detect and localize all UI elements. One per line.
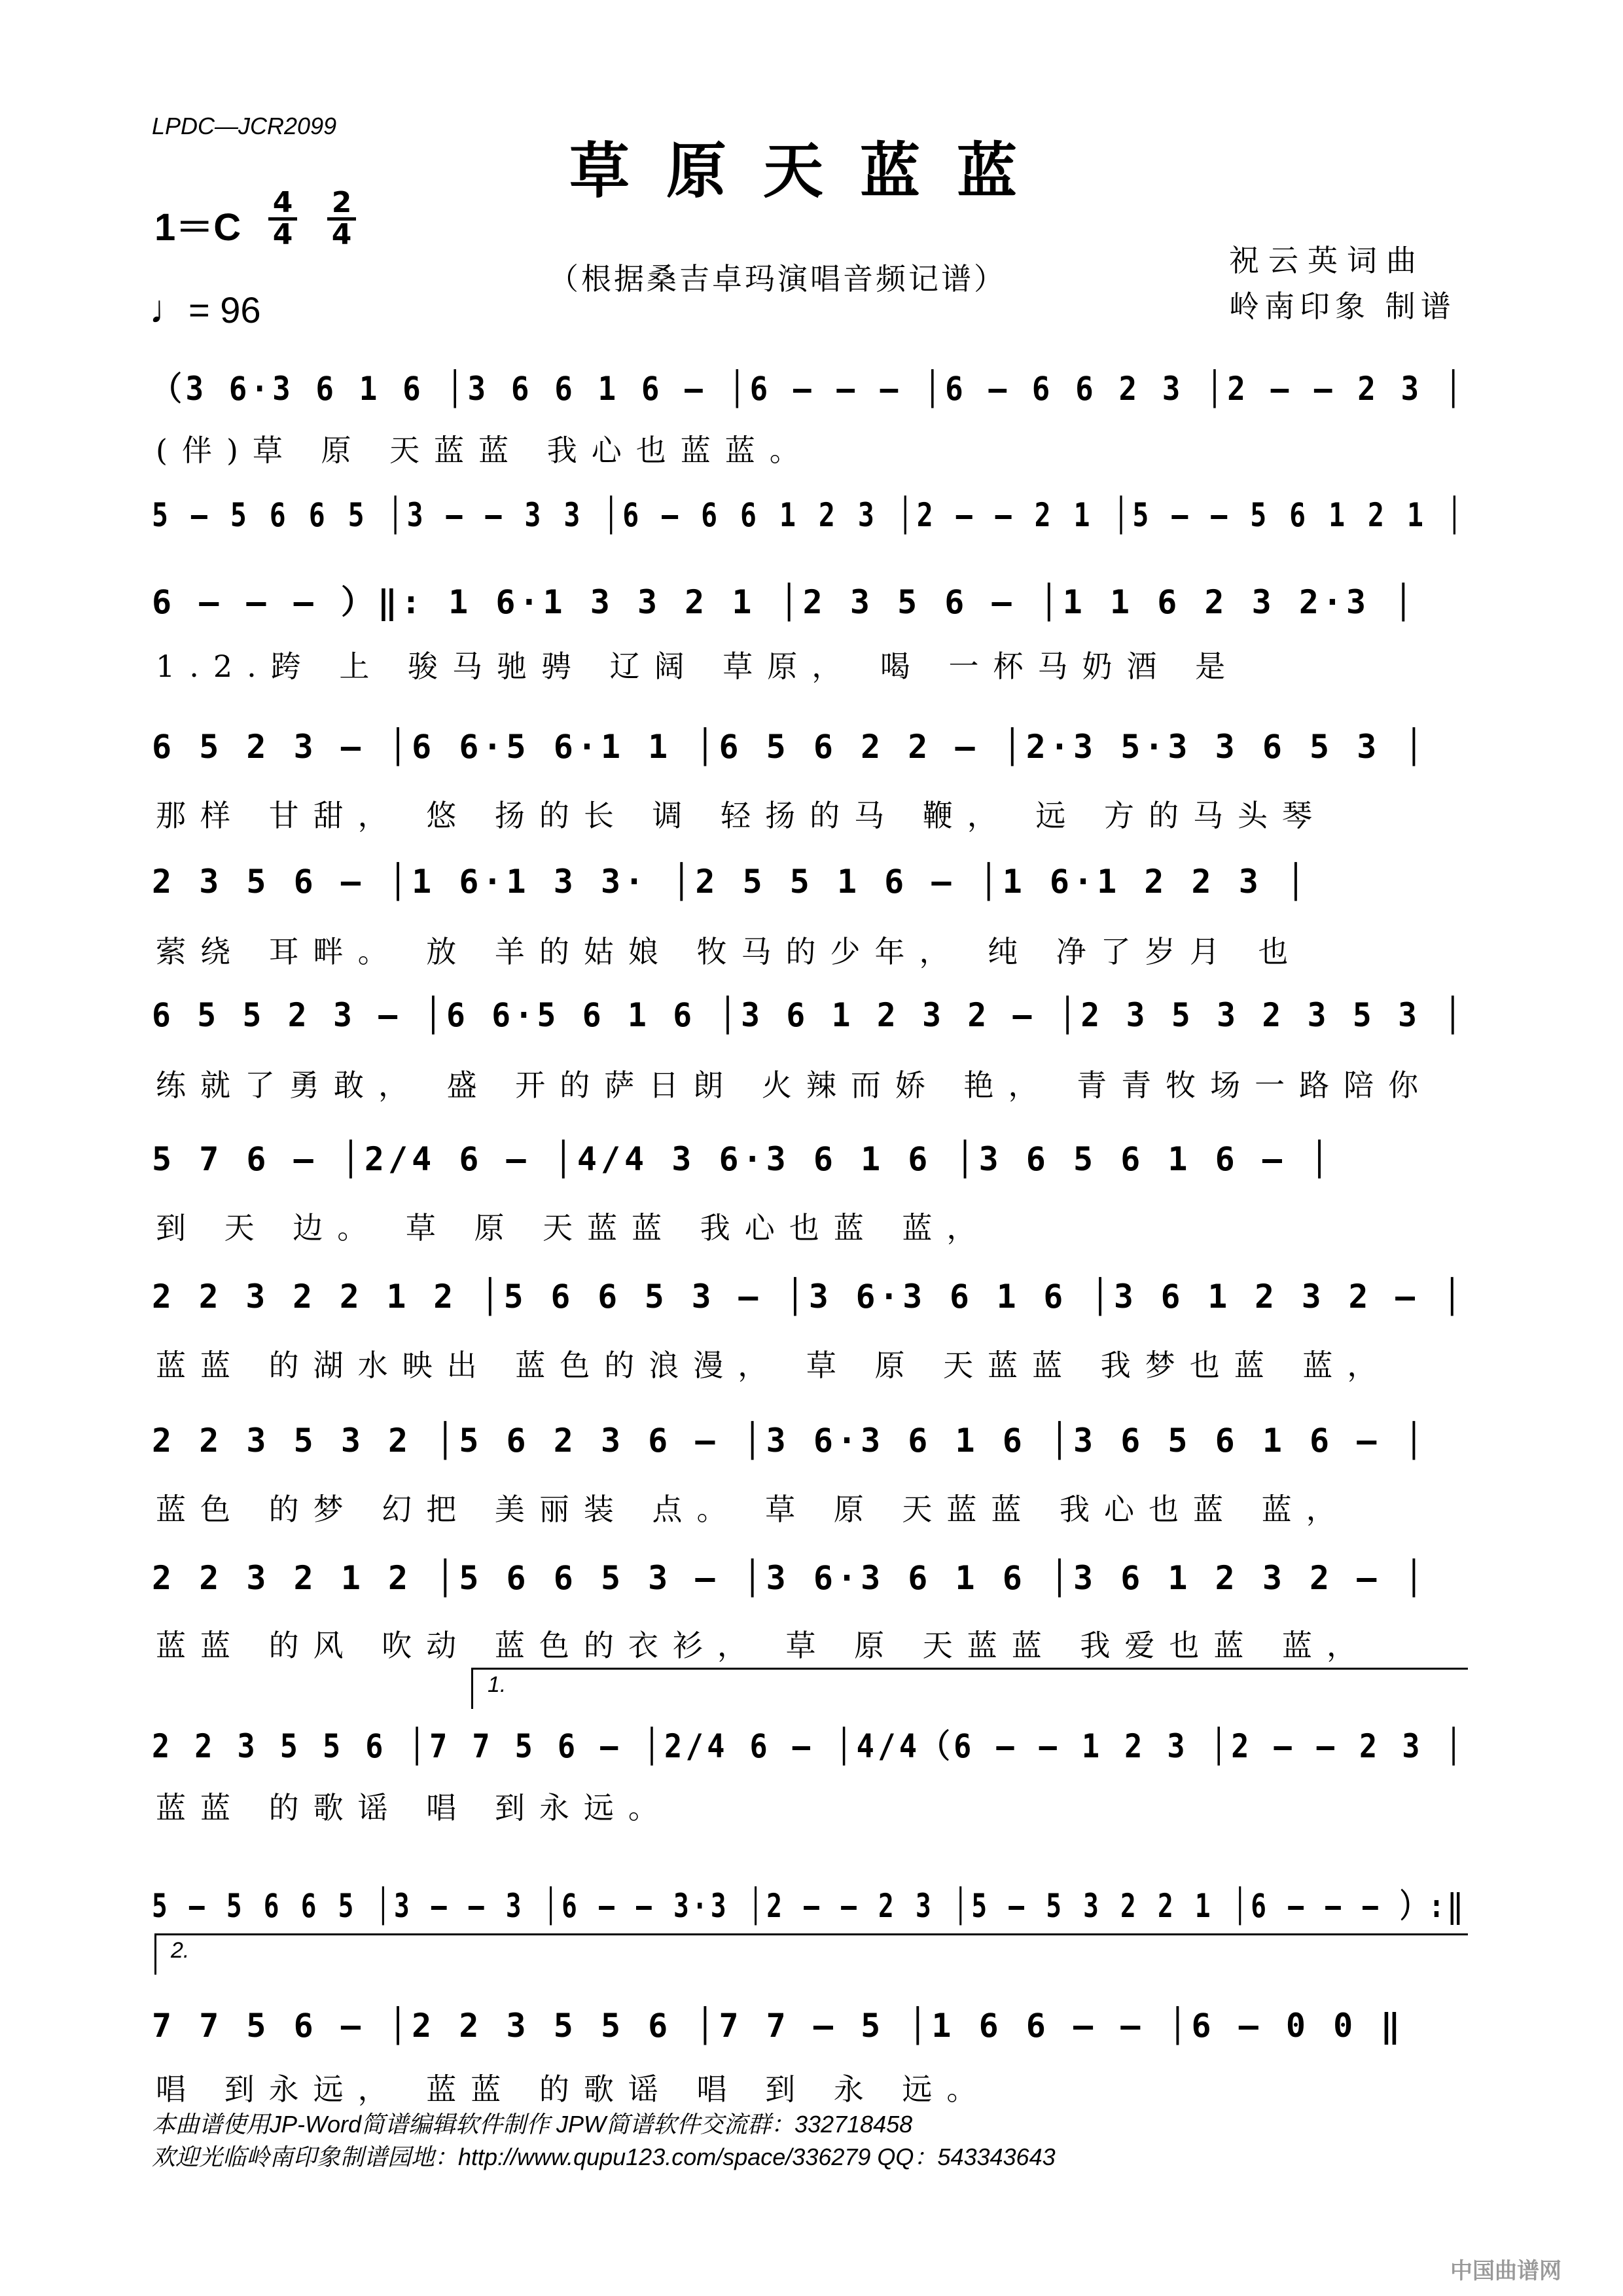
music-line: 5 – 5 6 6 5 │3 – – 3 3 │6 – 6 6 1 2 3 │2 – – 2 1 │5 – – 5 6 1 2 1 │ (152, 496, 1466, 534)
credit-score: 岭南印象 制谱 (1229, 289, 1456, 324)
music-line: 2 2 3 5 3 2 │5 6 2 3 6 – │3 6·3 6 1 6 │3 6 5 6 1 6 – │ (152, 1422, 1428, 1460)
second-ending-bracket (154, 1933, 1468, 1975)
subtitle: （根据桑吉卓玛演唱音频记谱） (548, 261, 1007, 296)
music-line: 2 2 3 2 2 1 2 │5 6 6 5 3 – │3 6·3 6 1 6 │3 6 1 2 3 2 – │ (152, 1278, 1466, 1316)
time-signature-bottom: 4 (272, 218, 293, 251)
first-ending-label: 1. (488, 1672, 507, 1697)
lyrics-line: 那样 甘甜， 悠 扬的长 调 轻扬的马 鞭， 远 方的马头琴 (156, 798, 1327, 833)
music-line: 5 7 6 – │2/4 6 – │4/4 3 6·3 6 1 6 │3 6 5 6 1 6 – │ (152, 1140, 1334, 1178)
song-title: 草原天蓝蓝 (569, 135, 1054, 206)
music-line: 6 5 2 3 – │6 6·5 6·1 1 │6 5 6 2 2 – │2·3 5·3 3 6 5 3 │ (152, 728, 1428, 766)
first-ending-bracket (471, 1668, 1468, 1709)
lyrics-line: (伴)草 原 天蓝蓝 我心也蓝蓝。 (156, 433, 814, 468)
key-signature: 1＝C (154, 206, 241, 249)
credit-lyrics-music: 祝云英词曲 (1229, 243, 1425, 278)
footer-website-note: 欢迎光临岭南印象制谱园地：http://www.qupu123.com/space/336279 QQ：543343643 (152, 2144, 1056, 2170)
tempo-value: = 96 (188, 289, 261, 331)
lyrics-line: 练就了勇敢， 盛 开的萨日朗 火辣而娇 艳， 青青牧场一路陪你 (156, 1067, 1433, 1103)
music-line: 2 3 5 6 – │1 6·1 3 3· │2 5 5 1 6 – │1 6·1 2 2 3 │ (152, 863, 1310, 901)
music-line: 7 7 5 6 – │2 2 3 5 5 6 │7 7 – 5 │1 6 6 – – │6 – 0 0 ‖ (152, 2007, 1404, 2045)
lyrics-line: 唱 到永远， 蓝蓝 的歌谣 唱 到 永 远。 (156, 2072, 991, 2107)
music-line: 5 – 5 6 6 5 │3 – – 3 │6 – – 3·3 │2 – – 2 3 │5 – 5 3 2 2 1 │6 – – – ）:‖ (152, 1887, 1467, 1925)
lyrics-line: 蓝蓝 的风 吹动 蓝色的衣衫， 草 原 天蓝蓝 我爱也蓝 蓝， (156, 1628, 1371, 1663)
music-line: 6 5 5 2 3 – │6 6·5 6 1 6 │3 6 1 2 3 2 – │2 3 5 3 2 3 5 3 │ (152, 996, 1466, 1034)
time-signature-2-4 (327, 188, 356, 249)
music-line: 2 2 3 5 5 6 │7 7 5 6 – │2/4 6 – │4/4（6 – – 1 2 3 │2 – – 2 3 │ (152, 1727, 1467, 1765)
music-line: 2 2 3 2 1 2 │5 6 6 5 3 – │3 6·3 6 1 6 │3 6 1 2 3 2 – │ (152, 1559, 1428, 1597)
lyrics-line: 1.2.跨 上 骏马驰骋 辽阔 草原， 喝 一杯马奶酒 是 (156, 649, 1240, 684)
lyrics-line: 蓝蓝 的湖水映出 蓝色的浪漫， 草 原 天蓝蓝 我梦也蓝 蓝， (156, 1348, 1392, 1383)
time-signature-bottom: 4 (331, 218, 352, 251)
time-signature-top: 2 (327, 188, 356, 221)
music-line: 6 – – – ）‖: 1 6·1 3 3 2 1 │2 3 5 6 – │1 1 6 2 3 2·3 │ (152, 583, 1418, 621)
time-signature-top: 4 (268, 188, 297, 221)
time-signature-4-4 (268, 188, 297, 249)
footer-software-note: 本曲谱使用JP-Word简谱编辑软件制作 JPW简谱软件交流群：332718458 (152, 2111, 913, 2138)
quarter-note-icon: ♩ (149, 287, 188, 331)
music-line: （3 6·3 6 1 6 │3 6 6 1 6 – │6 – – – │6 – 6 6 2 3 │2 – – 2 3 │ (152, 370, 1467, 408)
second-ending-label: 2. (171, 1938, 190, 1963)
site-watermark-logo: 中国曲谱网 (1450, 2258, 1561, 2284)
lyrics-line: 蓝蓝 的歌谣 唱 到永远。 (156, 1790, 673, 1825)
score-code: LPDC—JCR2099 (152, 113, 337, 139)
lyrics-line: 到 天 边。 草 原 天蓝蓝 我心也蓝 蓝， (156, 1210, 991, 1246)
lyrics-line: 蓝色 的梦 幻把 美丽装 点。 草 原 天蓝蓝 我心也蓝 蓝， (156, 1492, 1351, 1527)
tempo-marking (149, 287, 261, 332)
lyrics-line: 萦绕 耳畔。 放 羊的姑娘 牧马的少年， 纯 净了岁月 也 (156, 934, 1303, 969)
